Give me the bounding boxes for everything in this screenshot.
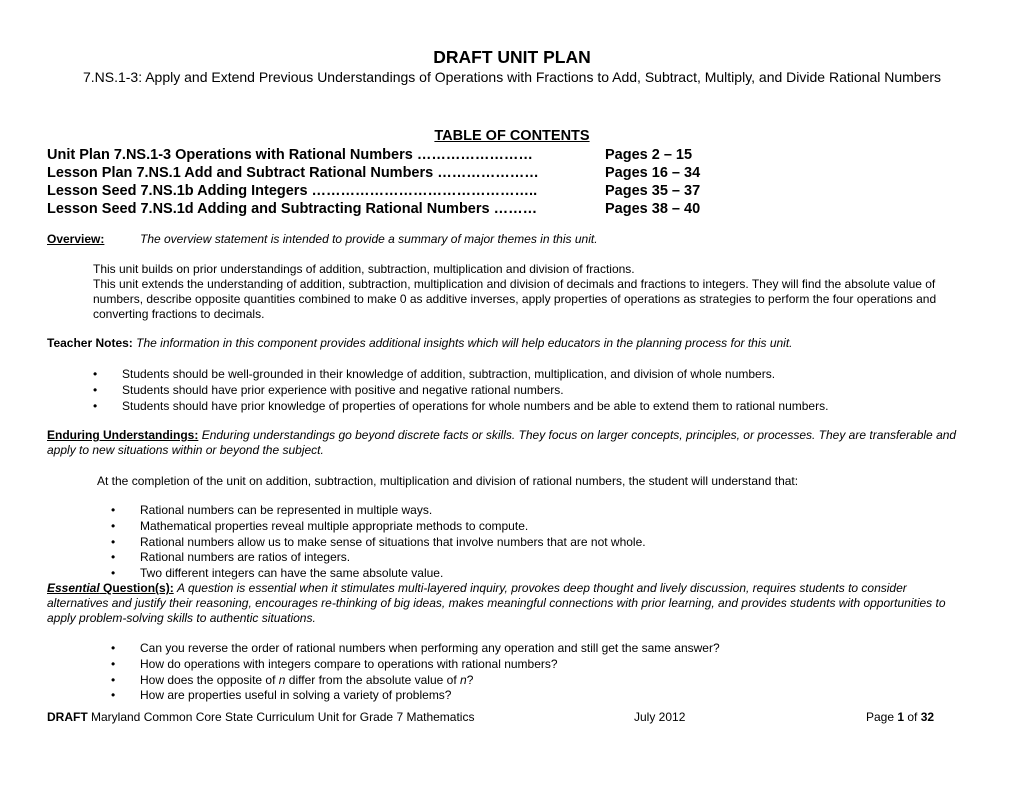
toc-entry-pages: Pages 35 – 37 xyxy=(605,183,701,199)
list-item: • Rational numbers can be represented in multiple ways. xyxy=(111,503,433,517)
footer-document-info: DRAFT Maryland Common Core State Curriculum Unit for Grade 7 Mathematics xyxy=(47,710,475,724)
teacher-notes-list xyxy=(93,367,829,414)
list-item: • Students should be well-grounded in their knowledge of addition, subtraction, multiplication, and division of whole numbers. xyxy=(93,367,776,381)
essential-label: Essential Question(s): xyxy=(47,581,174,595)
document-subtitle: 7.NS.1-3: Apply and Extend Previous Understandings of Operations with Fractions to Add, Subtract, Multiply, and Divide Rational Numbers xyxy=(82,69,942,85)
enduring-description: Enduring understandings go beyond discrete facts or skills. They focus on larger concepts, principles, or processes. They are transferable and apply to new situations within or beyond the subject. xyxy=(47,428,957,457)
overview-label: Overview: xyxy=(47,232,105,246)
overview-section xyxy=(47,232,598,247)
document-title: DRAFT UNIT PLAN xyxy=(433,47,591,67)
footer-date: July 2012 xyxy=(634,710,686,724)
list-item: • Students should have prior knowledge of properties of operations for whole numbers and be able to extend them to rational numbers. xyxy=(93,398,829,413)
toc-entry-label: Lesson Plan 7.NS.1 Add and Subtract Rational Numbers ………………… xyxy=(47,165,539,181)
toc-entry-label: Lesson Seed 7.NS.1b Adding Integers ……………………………………….. xyxy=(47,183,538,199)
teacher-notes-label: Teacher Notes: xyxy=(47,336,133,350)
list-item: • How are properties useful in solving a variety of problems? xyxy=(111,688,452,703)
overview-line-2: This unit extends the understanding of addition, subtraction, multiplication and division of decimals and fractions to integers. They will find the absolute value of numbers, describe opposite quantities combined to make 0 as additive inverses, apply properties of operations as strategies to perform the four operations and converting fractions to decimals. xyxy=(93,277,937,321)
toc-entry-pages: Pages 2 – 15 xyxy=(605,147,693,163)
enduring-list xyxy=(111,503,646,582)
list-item: • Mathematical properties reveal multiple appropriate methods to compute. xyxy=(111,518,529,533)
list-item: • Rational numbers are ratios of integers. xyxy=(111,550,351,565)
enduring-intro: At the completion of the unit on addition, subtraction, multiplication and division of rational numbers, the student will understand that: xyxy=(97,474,799,488)
essential-list xyxy=(111,641,720,704)
toc-heading: TABLE OF CONTENTS xyxy=(434,128,590,144)
list-item: • Can you reverse the order of rational numbers when performing any operation and still get the same answer? xyxy=(111,641,720,655)
footer-page-number: Page 1 of 32 xyxy=(866,710,935,724)
enduring-label: Enduring Understandings: xyxy=(47,428,199,442)
essential-description: A question is essential when it stimulates multi-layered inquiry, provokes deep thought and lively discussion, requires students to consider alternatives and justify their reasoning, encourages re-thinking of big ideas, makes meaningful connections with prior learning, and provides students with opportunities to apply problem-solving skills to authentic situations. xyxy=(47,581,946,625)
enduring-section xyxy=(47,428,967,458)
list-item: • How do operations with integers compare to operations with rational numbers? xyxy=(111,656,558,671)
toc-entry-pages: Pages 38 – 40 xyxy=(605,201,701,217)
list-item: • Rational numbers allow us to make sense of situations that involve numbers that are not whole. xyxy=(111,534,646,549)
list-item: • Two different integers can have the same absolute value. xyxy=(111,566,444,581)
list-item: • How does the opposite of n differ from the absolute value of n? xyxy=(111,672,474,687)
toc-entry-label: Lesson Seed 7.NS.1d Adding and Subtracting Rational Numbers ……… xyxy=(47,201,538,217)
overview-description: The overview statement is intended to provide a summary of major themes in this unit. xyxy=(140,232,598,246)
toc-entry-pages: Pages 16 – 34 xyxy=(605,165,701,181)
essential-section xyxy=(47,581,967,626)
teacher-notes-section xyxy=(47,336,793,351)
list-item: • Students should have prior experience with positive and negative rational numbers. xyxy=(93,382,564,397)
teacher-notes-description: The information in this component provides additional insights which will help educators in the planning process for this unit. xyxy=(136,336,793,350)
toc-entry-label: Unit Plan 7.NS.1-3 Operations with Rational Numbers …………………… xyxy=(47,147,533,163)
overview-line-1: This unit builds on prior understandings of addition, subtraction, multiplication and division of fractions. xyxy=(93,262,635,276)
